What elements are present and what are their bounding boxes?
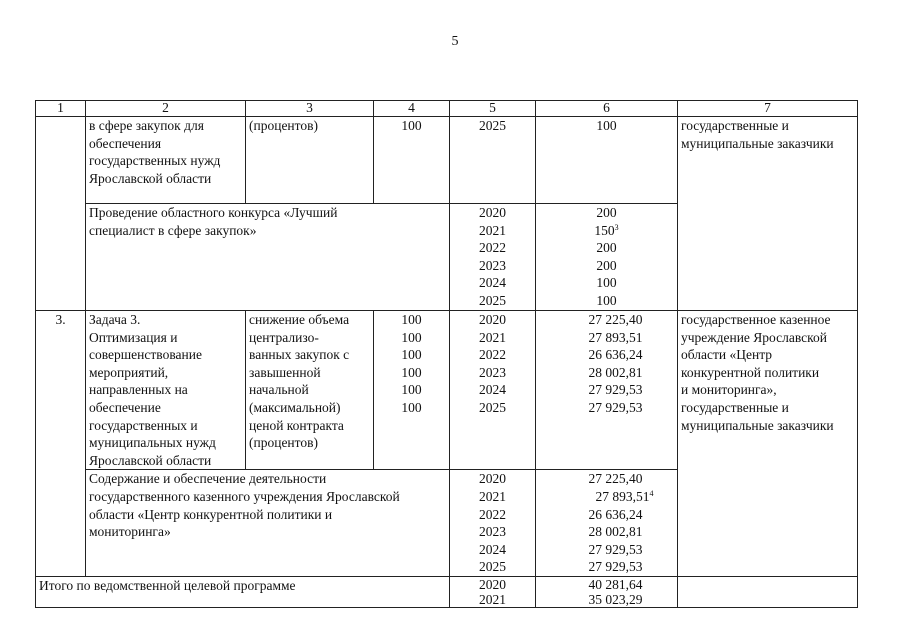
footnote-marker: 4 (649, 488, 654, 498)
header-col-5: 5 (450, 101, 536, 117)
row-number-cell: 3. (36, 311, 86, 577)
header-col-6: 6 (536, 101, 678, 117)
header-col-7: 7 (678, 101, 858, 117)
executor-cell: государственные и муниципальные заказчики (678, 117, 858, 311)
header-col-2: 2 (86, 101, 246, 117)
task-cell: Задача 3. Оптимизация и совершенствование мероприятий, направленных на обеспечение государственных и муниципальных нужд Ярославской области (86, 311, 246, 470)
activity-cell: Проведение областного конкурса «Лучший специалист в сфере закупок» (86, 204, 450, 311)
program-table (35, 100, 858, 608)
table-row (36, 117, 858, 204)
amounts-cell: 40 281,64 35 023,29 (536, 577, 678, 608)
executor-cell-empty (678, 577, 858, 608)
task-cell: в сфере закупок для обеспечения государственных нужд Ярославской области (86, 117, 246, 204)
indicator-cell: (процентов) (246, 117, 374, 204)
targets-cell: 100 100 100 100 100 100 (374, 311, 450, 470)
footnote-marker: 3 (614, 222, 619, 232)
page-number: 5 (451, 34, 459, 49)
row-number-cell-empty (36, 117, 86, 311)
year-cell: 2025 (450, 117, 536, 204)
executor-cell: государственное казенное учреждение Ярославской области «Центр конкурентной политики и мониторинга», государственные и муниципальные заказчики (678, 311, 858, 577)
years-cell: 2020 2021 2022 2023 2024 2025 (450, 311, 536, 470)
years-cell: 2020 2021 (450, 577, 536, 608)
header-col-1: 1 (36, 101, 86, 117)
indicator-cell: снижение объема централизо- ванных закупок с завышенной начальной (максимальной) ценой контракта (процентов) (246, 311, 374, 470)
activity-cell: Содержание и обеспечение деятельности государственного казенного учреждения Ярославской области «Центр конкурентной политики и мониторинга» (86, 470, 450, 577)
amounts-cell: 200 $150^3$ 200 200 100 100 (536, 204, 678, 311)
amounts-cell: 27 225,40 27 893,51 26 636,24 28 002,81 27 929,53 27 929,53 (536, 311, 678, 470)
header-col-3: 3 (246, 101, 374, 117)
amounts-cell: 27 225,40 27 893,51$^4$ 26 636,24 28 002,81 27 929,53 27 929,53 (536, 470, 678, 577)
years-cell: 2020 2021 2022 2023 2024 2025 (450, 470, 536, 577)
target-cell: 100 (374, 117, 450, 204)
table-row (36, 311, 858, 470)
table-row-total (36, 577, 858, 608)
years-cell: 2020 2021 2022 2023 2024 2025 (450, 204, 536, 311)
header-row (36, 101, 858, 117)
amount-cell: 100 (536, 117, 678, 204)
header-col-4: 4 (374, 101, 450, 117)
total-label: Итого по ведомственной целевой программе (36, 577, 450, 608)
